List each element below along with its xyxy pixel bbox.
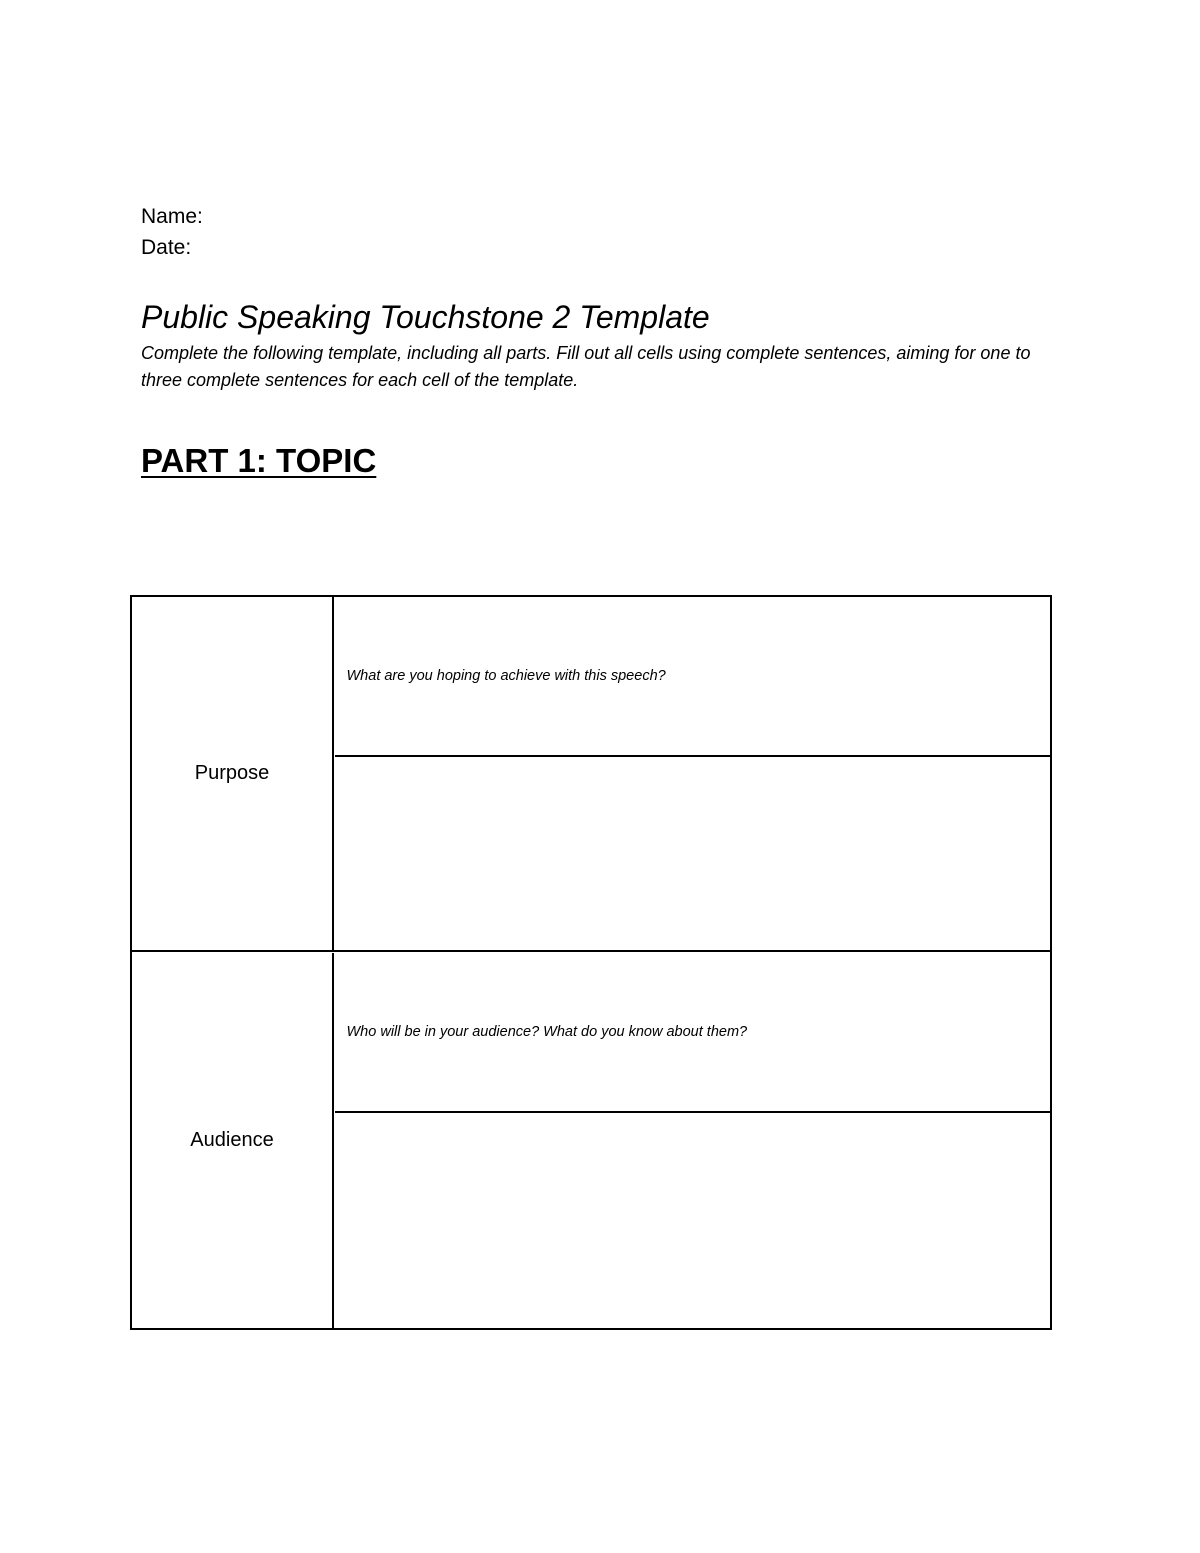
topic-table <box>130 595 1052 1330</box>
audience-section <box>132 953 1050 1329</box>
part-1-heading: PART 1: TOPIC <box>141 442 377 479</box>
purpose-section <box>132 597 1050 952</box>
document-title: Public Speaking Touchstone 2 Template <box>141 299 710 335</box>
audience-label: Audience <box>132 953 334 1329</box>
date-label: Date: <box>141 236 192 259</box>
purpose-answer-cell[interactable] <box>335 760 1051 951</box>
audience-prompt: Who will be in your audience? What do you know about them? <box>335 953 1051 1113</box>
audience-answer-cell[interactable] <box>335 1115 1051 1328</box>
purpose-label: Purpose <box>132 597 334 950</box>
document-instructions: Complete the following template, including all parts. Fill out all cells using complete sentences, aiming for one to three complete sentences for each cell of the template. <box>141 343 1031 390</box>
purpose-prompt: What are you hoping to achieve with this speech? <box>335 597 1051 757</box>
name-label: Name: <box>141 205 203 228</box>
